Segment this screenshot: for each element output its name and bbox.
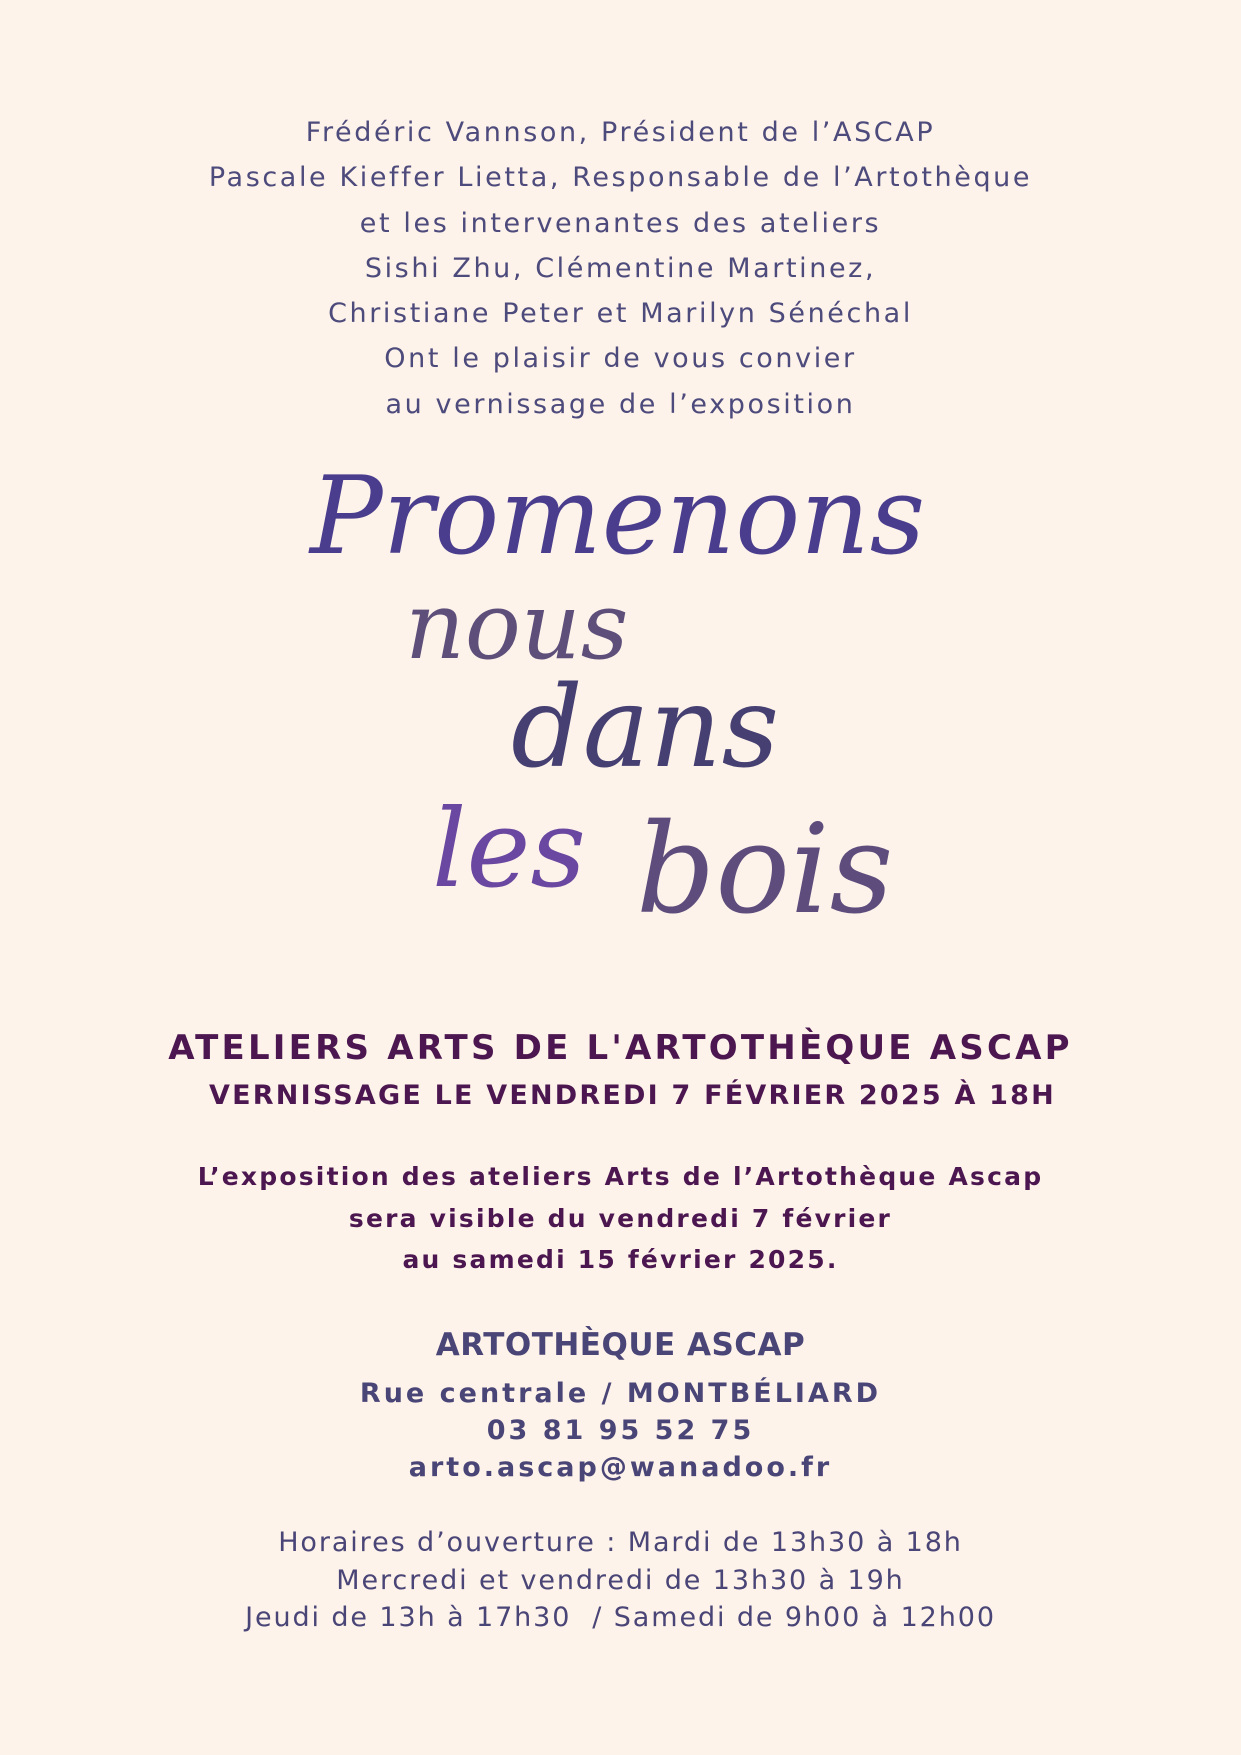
title-word-nous: nous	[405, 572, 629, 680]
venue-name: ARTOTHÈQUE ASCAP	[435, 1327, 806, 1363]
invitation-intro	[0, 110, 1241, 427]
intro-line: Sishi Zhu, Clémentine Martinez,	[364, 252, 877, 284]
contact-block	[0, 1375, 1241, 1486]
title-word-dans: dans	[511, 663, 780, 793]
intro-line: Pascale Kieffer Lietta, Responsable de l’Artothèque	[208, 162, 1033, 194]
hours-line: Mercredi et vendredi de 13h30 à 19h	[336, 1564, 905, 1596]
hours-line: Jeudi de 13h à 17h30 / Samedi de 9h00 à 12h00	[245, 1602, 996, 1633]
intro-line: au vernissage de l’exposition	[385, 388, 856, 420]
intro-line: Christiane Peter et Marilyn Sénéchal	[328, 298, 913, 330]
vernissage-date: VERNISSAGE LE VENDREDI 7 FÉVRIER 2025 À 18H	[209, 1080, 1056, 1111]
exposition-dates	[0, 1156, 1241, 1281]
intro-line: Ont le plaisir de vous convier	[384, 343, 857, 375]
exposition-line: au samedi 15 février 2025.	[402, 1245, 839, 1274]
title-word-promenons: Promenons	[310, 454, 926, 579]
venue-email: arto.ascap@wanadoo.fr	[408, 1452, 833, 1483]
title-word-bois: bois	[636, 798, 894, 942]
intro-line: Frédéric Vannson, Président de l’ASCAP	[305, 117, 936, 148]
opening-hours	[0, 1524, 1241, 1637]
exposition-line: sera visible du vendredi 7 février	[348, 1203, 893, 1233]
title-word-les: les	[432, 787, 586, 912]
intro-line: et les intervenantes des ateliers	[359, 207, 882, 239]
exposition-line: L’exposition des ateliers Arts de l’Artothèque Ascap	[197, 1162, 1044, 1191]
ateliers-heading: ATELIERS ARTS DE L'ARTOTHÈQUE ASCAP	[168, 1028, 1073, 1068]
hours-line: Horaires d’ouverture : Mardi de 13h30 à 18h	[278, 1527, 963, 1558]
venue-address: Rue centrale / MONTBÉLIARD	[359, 1378, 882, 1409]
venue-phone: 03 81 95 52 75	[486, 1415, 755, 1446]
